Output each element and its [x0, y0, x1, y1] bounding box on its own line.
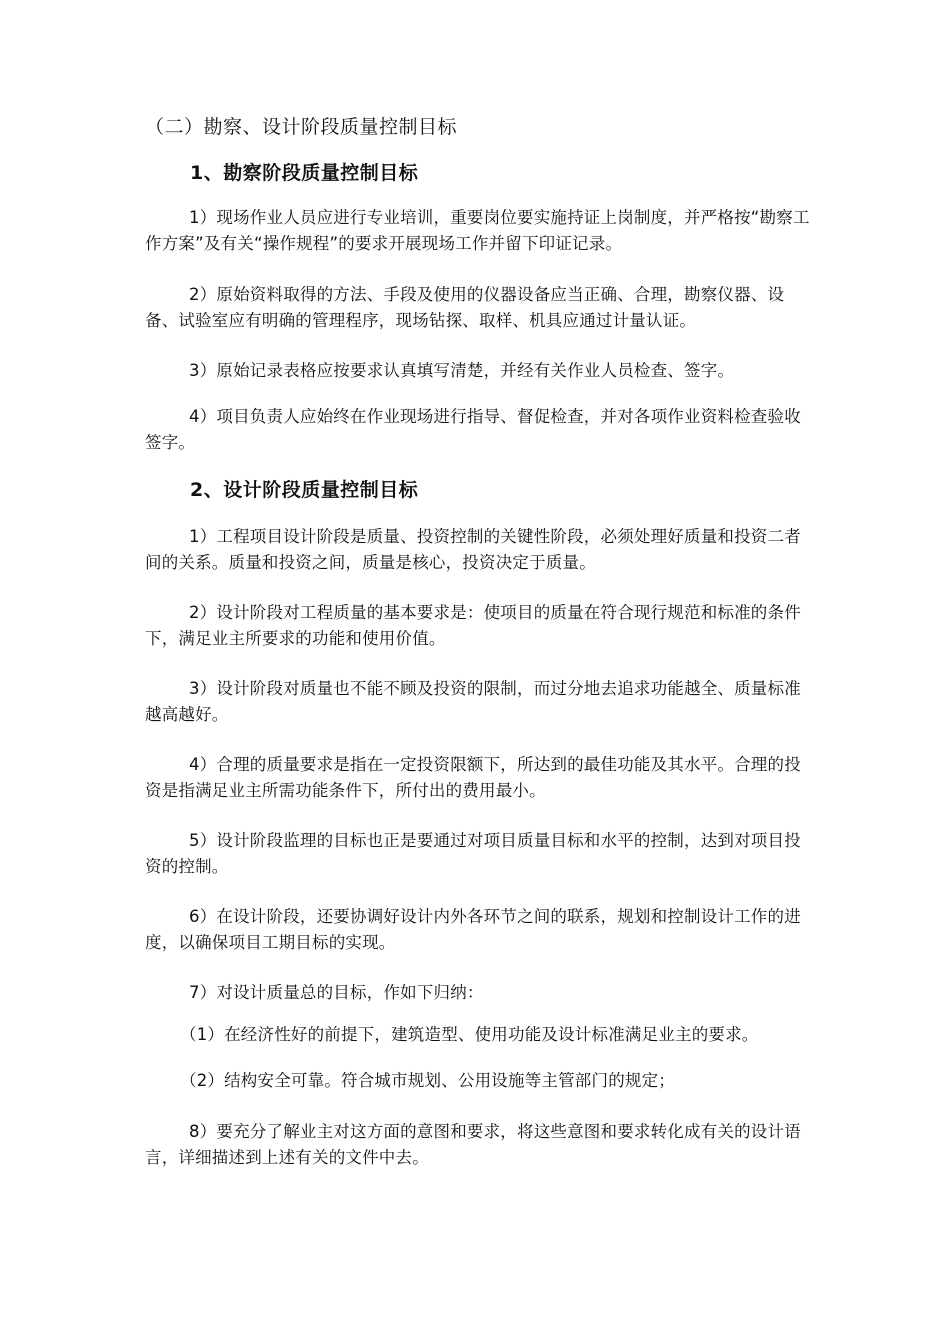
survey-item-4: 4）项目负责人应始终在作业现场进行指导、督促检查，并对各项作业资料检查验收签字。: [145, 407, 801, 452]
design-item-1: 1）工程项目设计阶段是质量、投资控制的关键性阶段，必须处理好质量和投资二者间的关系。质量和投资之间，质量是核心，投资决定于质量。: [145, 527, 801, 572]
design-item-3: 3）设计阶段对质量也不能不顾及投资的限制，而过分地去追求功能越全、质量标准越高越好。: [145, 679, 801, 724]
design-item-4: 4）合理的质量要求是指在一定投资限额下，所达到的最佳功能及其水平。合理的投资是指满足业主所需功能条件下，所付出的费用最小。: [145, 755, 801, 800]
design-item-5: 5）设计阶段监理的目标也正是要通过对项目质量目标和水平的控制，达到对项目投资的控制。: [145, 831, 801, 876]
survey-heading: 1、勘察阶段质量控制目标: [190, 162, 419, 184]
design-item-2: 2）设计阶段对工程质量的基本要求是：使项目的质量在符合现行规范和标准的条件下，满足业主所要求的功能和使用价值。: [145, 603, 801, 648]
design-item-7: 7）对设计质量总的目标，作如下归纳：: [189, 983, 484, 1002]
survey-item-2: 2）原始资料取得的方法、手段及使用的仪器设备应当正确、合理，勘察仪器、设备、试验室应有明确的管理程序，现场钻探、取样、机具应通过计量认证。: [145, 285, 785, 330]
survey-item-1: 1）现场作业人员应进行专业培训，重要岗位要实施持证上岗制度，并严格按“勘察工作方案”及有关“操作规程”的要求开展现场工作并留下印证记录。: [145, 208, 810, 253]
design-subitem-2: （2）结构安全可靠。符合城市规划、公用设施等主管部门的规定；: [180, 1071, 675, 1090]
design-subitem-1: （1）在经济性好的前提下，建筑造型、使用功能及设计标准满足业主的要求。: [180, 1025, 759, 1044]
design-item-8: 8）要充分了解业主对这方面的意图和要求，将这些意图和要求转化成有关的设计语言，详细描述到上述有关的文件中去。: [145, 1122, 801, 1167]
design-item-6: 6）在设计阶段，还要协调好设计内外各环节之间的联系，规划和控制设计工作的进度，以确保项目工期目标的实现。: [145, 907, 801, 952]
design-heading: 2、设计阶段质量控制目标: [190, 479, 419, 501]
survey-item-3: 3）原始记录表格应按要求认真填写清楚，并经有关作业人员检查、签字。: [189, 361, 735, 380]
section-title: （二）勘察、设计阶段质量控制目标: [145, 116, 458, 138]
